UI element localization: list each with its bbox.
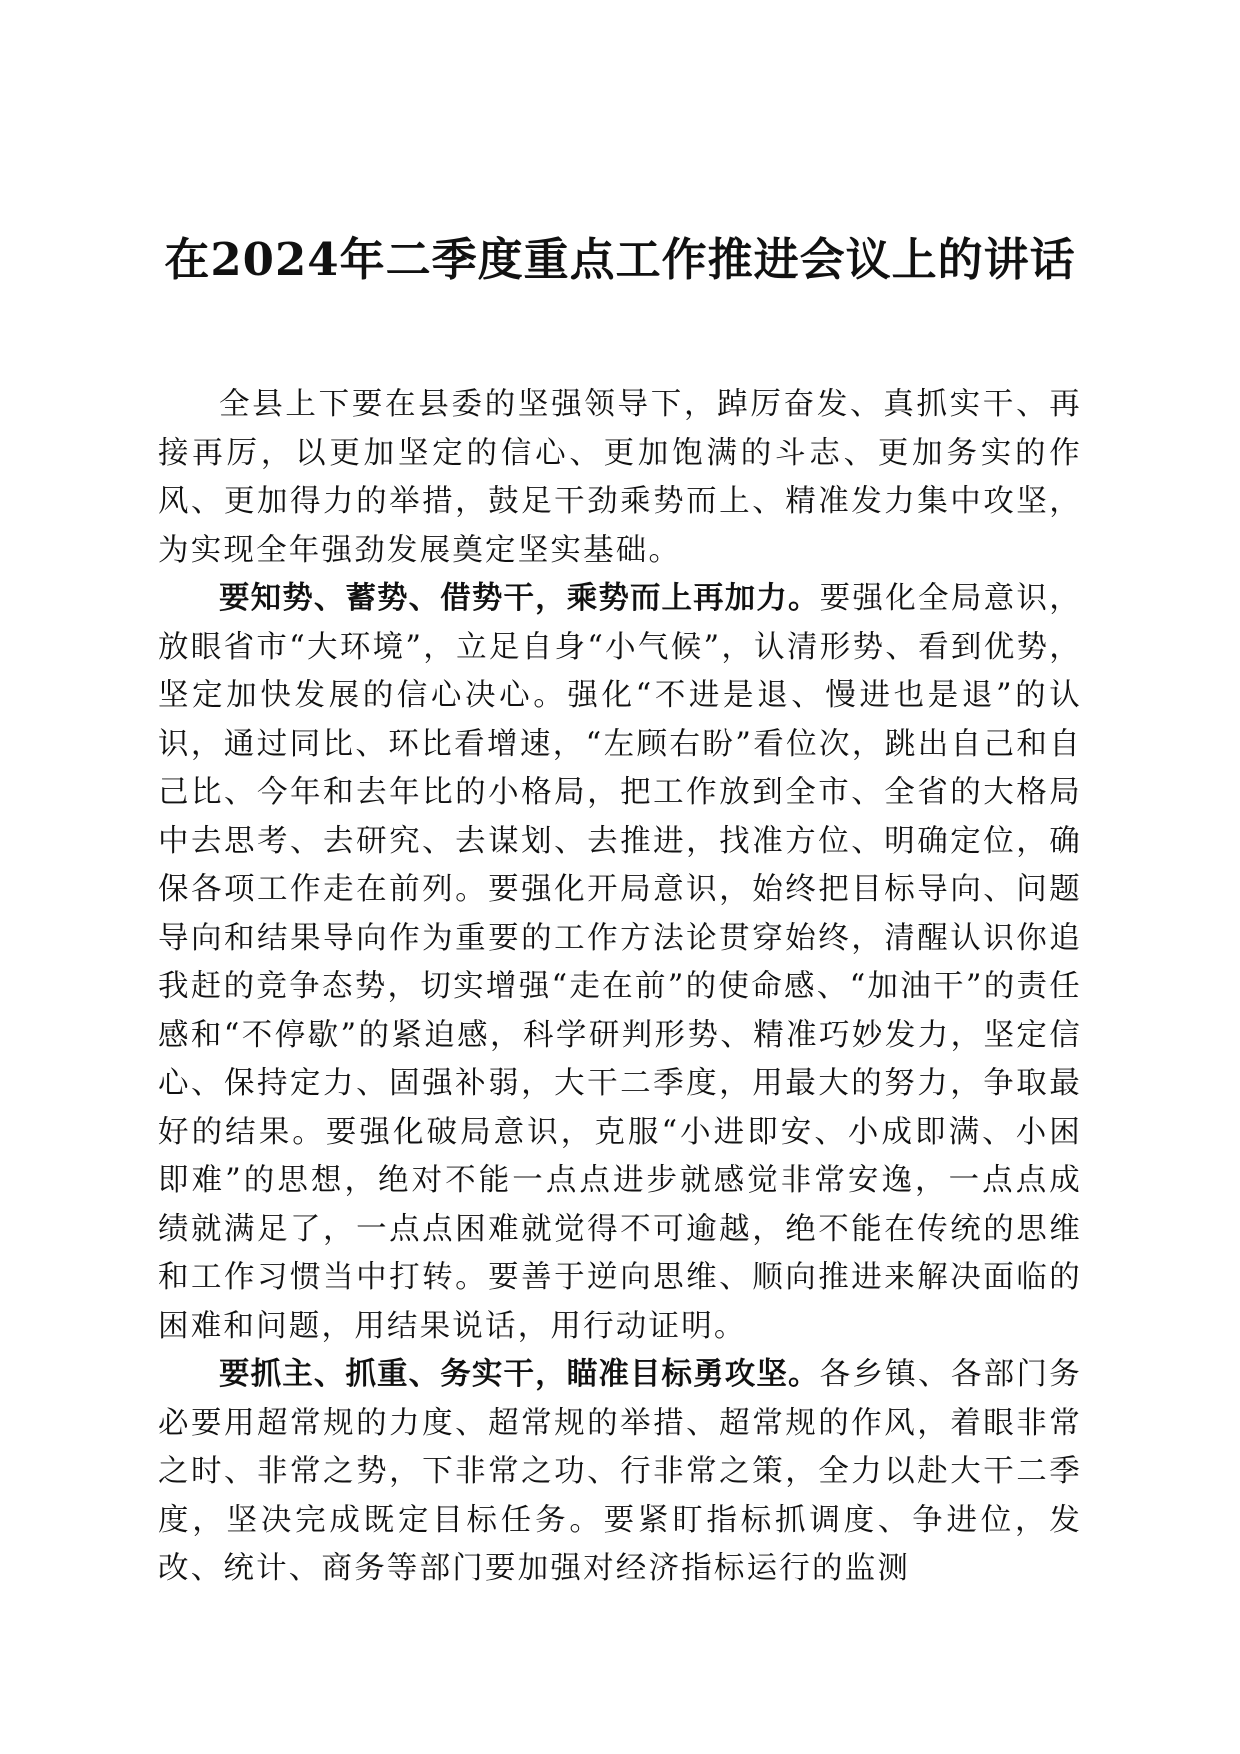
paragraph-section-2 xyxy=(158,1351,1082,1594)
document-title: 在2024年二季度重点工作推进会议上的讲话 xyxy=(164,233,1076,286)
paragraph-intro xyxy=(158,381,1082,575)
paragraph-text: 全县上下要在县委的坚强领导下，踔厉奋发、真抓实干、再接再厉，以更加坚定的信心、更加饱满的斗志、更加务实的作风、更加得力的举措，鼓足干劲乘势而上、精准发力集中攻坚，为实现全年强劲发展奠定坚实基础。 xyxy=(158,387,1082,568)
paragraph-section-1 xyxy=(158,575,1082,1351)
document-body xyxy=(158,381,1082,1594)
paragraph-lead: 要知势、蓄势、借势干，乘势而上再加力。 xyxy=(219,581,820,616)
paragraph-lead: 要抓主、抓重、务实干，瞄准目标勇攻坚。 xyxy=(219,1357,820,1392)
paragraph-text: 要强化全局意识，放眼省市“大环境”，立足自身“小气候”，认清形势、看到优势，坚定加快发展的信心决心。强化“不进是退、慢进也是退”的认识，通过同比、环比看增速，“左顾右盼”看位次，跳出自己和自己比、今年和去年比的小格局，把工作放到全市、全省的大格局中去思考、去研究、去谋划、去推进，找准方位、明确定位，确保各项工作走在前列。要强化开局意识，始终把目标导向、问题导向和结果导向作为重要的工作方法论贯穿始终，清醒认识你追我赶的竞争态势，切实增强“走在前”的使命感、“加油干”的责任感和“不停歇”的紧迫感，科学研判形势、精准巧妙发力，坚定信心、保持定力、固强补弱，大干二季度，用最大的努力，争取最好的结果。要强化破局意识，克服“小进即安、小成即满、小困即难”的思想，绝对不能一点点进步就感觉非常安逸，一点点成绩就满足了，一点点困难就觉得不可逾越，绝不能在传统的思维和工作习惯当中打转。要善于逆向思维、顺向推进来解决面临的困难和问题，用结果说话，用行动证明。 xyxy=(158,581,1083,1344)
paragraph-text: 各乡镇、各部门务必要用超常规的力度、超常规的举措、超常规的作风，着眼非常之时、非常之势，下非常之功、行非常之策，全力以赴大干二季度，坚决完成既定目标任务。要紧盯指标抓调度、争进位，发改、统计、商务等部门要加强对经济指标运行的监测 xyxy=(158,1357,1083,1586)
